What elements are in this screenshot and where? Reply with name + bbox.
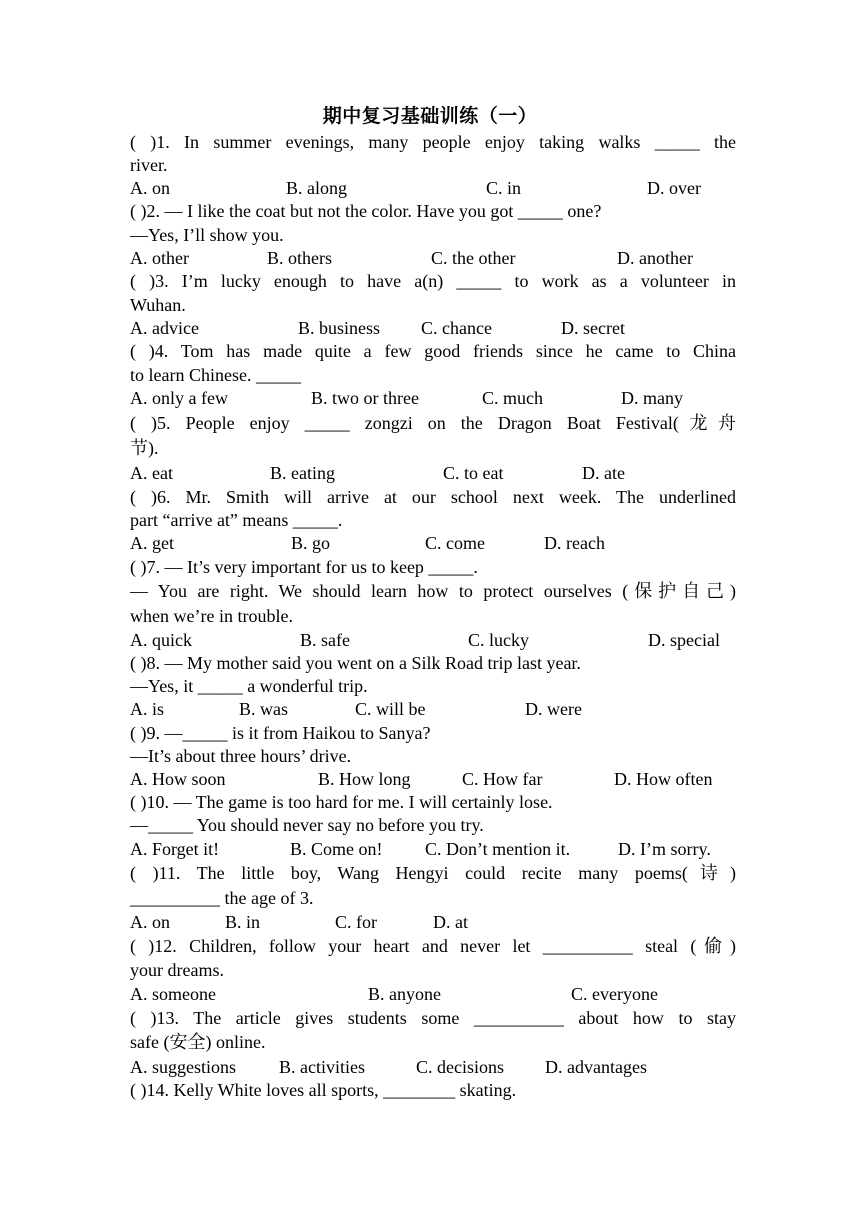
- option-b: B. How long: [318, 769, 411, 789]
- question-12-stem: ( )12. Children, follow your heart and never let __________ steal (偷): [130, 936, 736, 956]
- question-13-stem-cont: safe (安全) online.: [130, 1032, 266, 1052]
- question-6-stem: ( )6. Mr. Smith will arrive at our school next week. The underlined: [130, 487, 736, 507]
- question-3-options: [130, 317, 736, 340]
- question-9-stem: ( )9. —_____ is it from Haikou to Sanya?: [130, 723, 431, 743]
- option-b: B. along: [286, 178, 347, 198]
- option-a: A. on: [130, 912, 170, 932]
- question-1-stem: ( )1. In summer evenings, many people enjoy taking walks _____ the: [130, 132, 736, 152]
- option-c: C. decisions: [416, 1057, 504, 1077]
- option-a: A. someone: [130, 984, 216, 1004]
- question-5-options: [130, 462, 736, 485]
- option-c: C. will be: [355, 699, 426, 719]
- question-14-stem: ( )14. Kelly White loves all sports, ________ skating.: [130, 1080, 517, 1100]
- question-10-options: [130, 838, 736, 861]
- option-a: A. eat: [130, 463, 173, 483]
- option-d: D. special: [648, 630, 720, 650]
- question-1-options: [130, 177, 736, 200]
- question-11-options: [130, 911, 736, 934]
- option-a: A. is: [130, 699, 165, 719]
- option-d: D. reach: [544, 533, 605, 553]
- option-d: D. How often: [614, 769, 713, 789]
- question-4-options: [130, 387, 736, 410]
- question-9-stem-cont: —It’s about three hours’ drive.: [130, 746, 352, 766]
- question-7-stem-cont: — You are right. We should learn how to protect ourselves (保护自己): [130, 581, 736, 601]
- option-c: C. chance: [421, 318, 492, 338]
- option-c: C. come: [425, 533, 485, 553]
- question-6-stem-cont: part “arrive at” means _____.: [130, 510, 343, 530]
- question-7-options: [130, 629, 736, 652]
- option-b: B. two or three: [311, 388, 419, 408]
- option-b: B. activities: [279, 1057, 365, 1077]
- option-d: D. advantages: [545, 1057, 647, 1077]
- question-13-options: [130, 1056, 736, 1079]
- question-2-stem-cont: —Yes, I’ll show you.: [130, 225, 284, 245]
- option-c: C. lucky: [468, 630, 529, 650]
- option-a: A. suggestions: [130, 1057, 237, 1077]
- question-11-stem: ( )11. The little boy, Wang Hengyi could recite many poems(诗): [130, 863, 736, 883]
- question-5-stem: ( )5. People enjoy _____ zongzi on the Dragon Boat Festival(龙舟: [130, 413, 736, 433]
- option-b: B. safe: [300, 630, 350, 650]
- option-b: B. go: [291, 533, 331, 553]
- option-a: A. Forget it!: [130, 839, 220, 859]
- question-4-stem-cont: to learn Chinese. _____: [130, 365, 301, 385]
- option-c: C. the other: [431, 248, 516, 268]
- option-a: A. only a few: [130, 388, 228, 408]
- question-2-options: [130, 247, 736, 270]
- option-b: B. in: [225, 912, 261, 932]
- question-7-stem-cont-2: when we’re in trouble.: [130, 606, 293, 626]
- question-8-stem-cont: —Yes, it _____ a wonderful trip.: [130, 676, 368, 696]
- option-a: A. other: [130, 248, 189, 268]
- question-6-options: [130, 532, 736, 555]
- option-a: A. on: [130, 178, 170, 198]
- option-d: D. ate: [582, 463, 625, 483]
- question-12-stem-cont: your dreams.: [130, 960, 224, 980]
- option-c: C. to eat: [443, 463, 504, 483]
- question-11-stem-cont: __________ the age of 3.: [130, 888, 314, 908]
- option-c: C. much: [482, 388, 543, 408]
- option-b: B. eating: [270, 463, 335, 483]
- question-13-stem: ( )13. The article gives students some __________ about how to stay: [130, 1008, 736, 1028]
- question-8-options: [130, 698, 736, 721]
- option-c: C. in: [486, 178, 522, 198]
- option-d: D. at: [433, 912, 468, 932]
- question-10-stem: ( )10. — The game is too hard for me. I will certainly lose.: [130, 792, 553, 812]
- option-b: B. business: [298, 318, 381, 338]
- option-a: A. get: [130, 533, 174, 553]
- option-a: A. How soon: [130, 769, 226, 789]
- question-2-stem: ( )2. — I like the coat but not the color. Have you got _____ one?: [130, 201, 602, 221]
- option-d: D. I’m sorry.: [618, 839, 711, 859]
- question-4-stem: ( )4. Tom has made quite a few good friends since he came to China: [130, 341, 736, 361]
- question-10-stem-cont: —_____ You should never say no before you try.: [130, 815, 484, 835]
- page-title: 期中复习基础训练（一）: [322, 105, 538, 127]
- option-b: B. Come on!: [290, 839, 383, 859]
- option-b: B. others: [267, 248, 332, 268]
- option-b: B. was: [239, 699, 288, 719]
- question-3-stem-cont: Wuhan.: [130, 295, 186, 315]
- option-d: D. secret: [561, 318, 625, 338]
- option-c: C. Don’t mention it.: [425, 839, 571, 859]
- option-d: D. were: [525, 699, 582, 719]
- option-d: D. over: [647, 178, 701, 198]
- question-7-stem: ( )7. — It’s very important for us to keep _____.: [130, 557, 478, 577]
- question-3-stem: ( )3. I’m lucky enough to have a(n) _____ to work as a volunteer in: [130, 271, 736, 291]
- question-12-options: [130, 983, 736, 1006]
- option-d: D. another: [617, 248, 693, 268]
- question-8-stem: ( )8. — My mother said you went on a Silk Road trip last year.: [130, 653, 581, 673]
- question-5-stem-cont: 节).: [130, 438, 159, 458]
- option-d: D. many: [621, 388, 683, 408]
- option-a: A. quick: [130, 630, 192, 650]
- option-c: C. everyone: [571, 984, 658, 1004]
- option-c: C. for: [335, 912, 377, 932]
- option-b: B. anyone: [368, 984, 441, 1004]
- question-9-options: [130, 768, 736, 791]
- option-c: C. How far: [462, 769, 543, 789]
- question-1-stem-cont: river.: [130, 155, 168, 175]
- option-a: A. advice: [130, 318, 199, 338]
